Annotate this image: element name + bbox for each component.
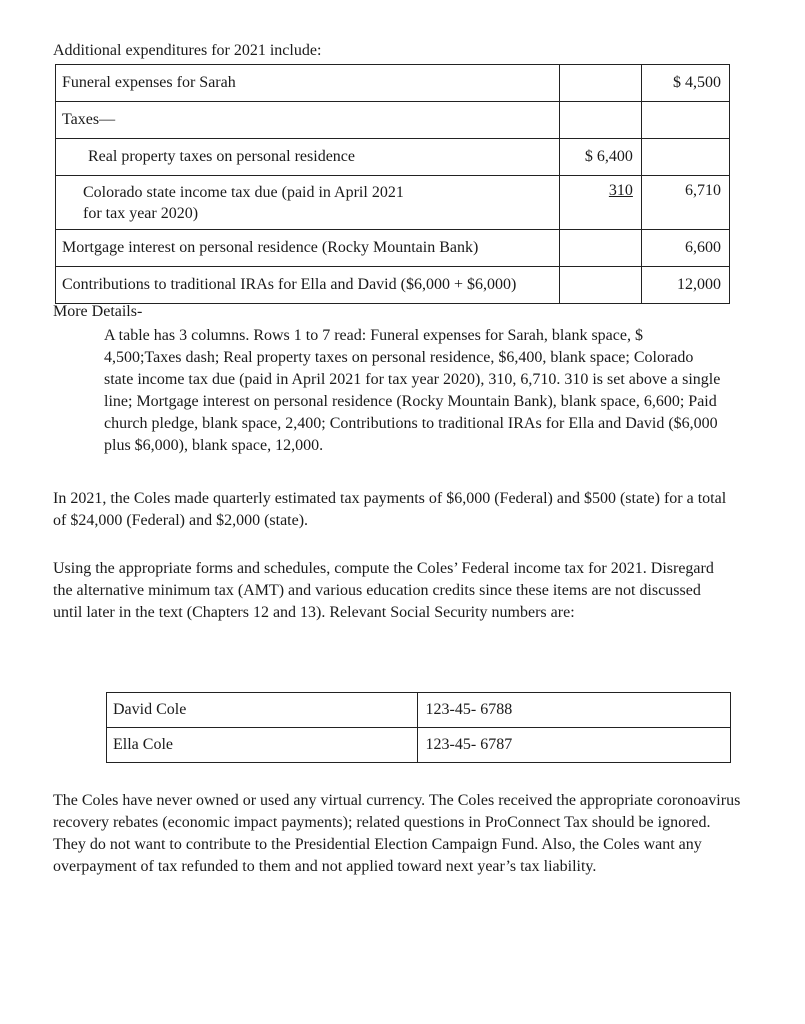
table-row [56, 176, 730, 230]
row-label [56, 176, 560, 230]
estimated-payments-paragraph: In 2021, the Coles made quarterly estimated tax payments of $6,000 (Federal) and $500 (state) for a total of $24,000 (Federal) and $2,000 (state). [53, 490, 727, 529]
row-label: Mortgage interest on personal residence (Rocky Mountain Bank) [56, 230, 560, 267]
ssn-table [106, 692, 731, 763]
table-row [107, 728, 731, 763]
row-subtotal [559, 267, 641, 304]
row-label: Real property taxes on personal residence [56, 139, 560, 176]
table-row [56, 65, 730, 102]
row-total: 6,600 [641, 230, 729, 267]
table-row [56, 230, 730, 267]
row-label: Funeral expenses for Sarah [56, 65, 560, 102]
social-security-number: 123-45- 6787 [417, 728, 730, 763]
row-label: Contributions to traditional IRAs for Ella and David ($6,000 + $6,000) [56, 267, 560, 304]
more-details-label: More Details- [53, 303, 143, 320]
row-label: Taxes— [56, 102, 560, 139]
row-subtotal: $ 6,400 [559, 139, 641, 176]
table-row [107, 693, 731, 728]
expenditures-table [55, 64, 730, 304]
table-row [56, 267, 730, 304]
row-subtotal [559, 230, 641, 267]
instructions-paragraph: Using the appropriate forms and schedules, compute the Coles’ Federal income tax for 2021. Disregard the alternative minimum tax (AMT) and various education credits since these items are not discussed until later in the text (Chapters 12 and 13). Relevant Social Security numbers are: [53, 560, 714, 621]
social-security-number: 123-45- 6788 [417, 693, 730, 728]
closing-paragraph: The Coles have never owned or used any virtual currency. The Coles received the appropriate coronoavirus recovery rebates (economic impact payments); related questions in ProConnect Tax should be ignored. They do not want to contribute to the Presidential Election Campaign Fund. Also, the Coles want any overpayment of tax refunded to them and not applied toward next year’s tax liability. [53, 792, 741, 875]
underlined-subtotal: 310 [608, 182, 633, 199]
more-details-text: A table has 3 columns. Rows 1 to 7 read: Funeral expenses for Sarah, blank space, $ 4,500;Taxes dash; Real property taxes on personal residence, $6,400, blank space; Colorado state income tax due (paid in April 2021 for tax year 2020), 310, 6,710. 310 is set above a single line; Mortgage interest on personal residence (Rocky Mountain Bank), blank space, 6,600; Paid church pledge, blank space, 2,400; Contributions to traditional IRAs for Ella and David ($6,000 plus $6,000), blank space, 12,000. [104, 327, 721, 454]
table-row [56, 102, 730, 139]
row-total [641, 139, 729, 176]
row-subtotal [559, 65, 641, 102]
row-total: 12,000 [641, 267, 729, 304]
table-row [56, 139, 730, 176]
person-name: Ella Cole [107, 728, 418, 763]
row-subtotal [559, 176, 641, 230]
intro-heading: Additional expenditures for 2021 include: [53, 42, 322, 59]
row-subtotal [559, 102, 641, 139]
row-label-line2: for tax year 2020) [83, 204, 199, 222]
row-total [641, 102, 729, 139]
row-total: $ 4,500 [641, 65, 729, 102]
row-total: 6,710 [641, 176, 729, 230]
row-label-line1: Colorado state income tax due (paid in April 2021 [83, 183, 404, 201]
person-name: David Cole [107, 693, 418, 728]
